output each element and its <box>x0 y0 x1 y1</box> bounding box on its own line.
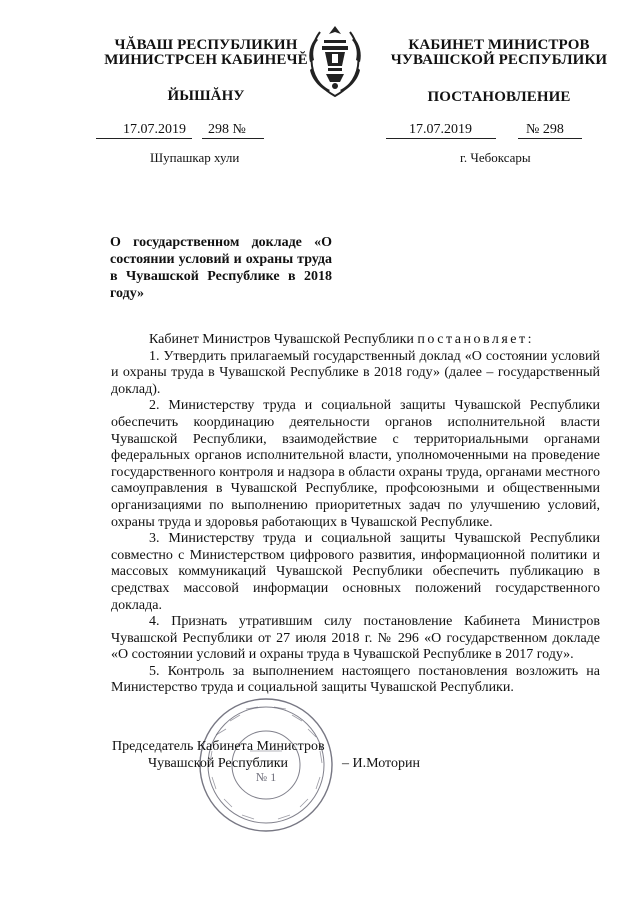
header-right <box>388 38 610 68</box>
signature-line-1: Председатель Кабинета Министров <box>112 739 325 754</box>
header-left-type: ЙЫШĂНУ <box>167 88 245 104</box>
document-title: О государственном докладе «О состоянии условий и охраны труда в Чувашской Республике в 2018 году» <box>110 235 332 301</box>
header-left-line1: ЧĂВАШ РЕСПУБЛИКИН <box>114 37 298 53</box>
left-place: Шупашкар хули <box>150 150 240 165</box>
paragraph-3: 3. Министерству труда и социальной защиты Чувашской Республики совместно с Министерством цифрового развития, информационной политики и массовых коммуникаций Чувашской Республики обеспечить публикацию в средствах массовой информации основных положений государственного доклада. <box>111 531 600 613</box>
right-place: г. Чебоксары <box>460 150 531 165</box>
right-date: 17.07.2019 <box>409 122 472 137</box>
paragraph-1: 1. Утвердить прилагаемый государственный доклад «О состоянии условий и охраны труда в Чувашской Республике в 2018 году» (далее – государственный доклад). <box>111 348 600 397</box>
right-number: № 298 <box>526 122 564 137</box>
seal-number: № 1 <box>255 770 277 784</box>
paragraph-2: 2. Министерству труда и социальной защиты Чувашской Республики обеспечить координацию деятельности органов исполнительной власти Чувашской Республики, взаимодействие с территориальными органами федеральных органов исполнительной власти, уполномоченными на проведение государственного контроля и надзора в области охраны труда, органами местного самоуправления в Чувашской Республике, профсоюзными и общественными организациями по выполнению приоритетных задач по улучшению условий, охраны труда и здоровья работающих в Чувашской Республике. <box>111 398 600 530</box>
header-right-line1: КАБИНЕТ МИНИСТРОВ <box>408 37 590 53</box>
left-number-field <box>202 122 264 139</box>
paragraph-4: 4. Признать утратившим силу постановление Кабинета Министров Чувашской Республики от 27 июля 2018 г. № 296 «О государственном докладе «О состоянии условий и охраны труда в Чувашской Республике в 2017 году». <box>111 614 600 663</box>
header-right-line2: ЧУВАШСКОЙ РЕСПУБЛИКИ <box>390 52 608 68</box>
intro-prefix: Кабинет Министров Чувашской Республики <box>149 332 414 347</box>
header-left <box>95 38 317 68</box>
emblem-icon <box>296 22 374 100</box>
document-body <box>111 332 600 697</box>
left-date: 17.07.2019 <box>123 122 186 137</box>
signature-line-2: Чувашской Республики <box>148 756 289 771</box>
header-right-type: ПОСТАНОВЛЕНИЕ <box>427 89 571 105</box>
right-number-field <box>518 122 582 139</box>
left-number: 298 № <box>208 122 246 137</box>
header-left-line2: МИНИСТРСЕН КАБИНЕЧĔ <box>104 52 308 68</box>
paragraph-5: 5. Контроль за выполнением настоящего постановления возложить на Министерство труда и социальной защиты Чувашской Республики. <box>111 663 600 696</box>
left-date-field <box>96 122 192 139</box>
signer-name: – И.Моторин <box>342 756 420 771</box>
intro-verb: постановляет: <box>417 332 535 347</box>
intro-paragraph <box>111 332 600 349</box>
right-date-field <box>386 122 496 139</box>
